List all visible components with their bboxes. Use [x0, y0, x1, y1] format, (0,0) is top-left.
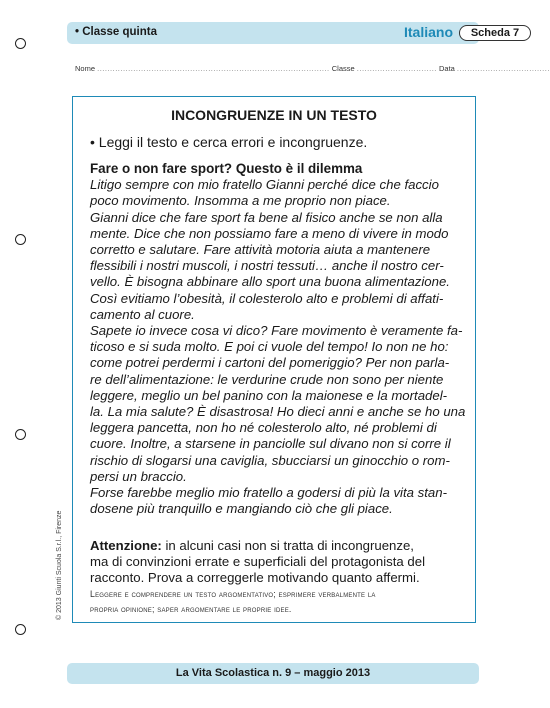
- objective-line: Leggere e comprendere un testo argomentativo; esprimere verbalmente la: [90, 589, 376, 599]
- class-field-label: Classe: [331, 64, 355, 73]
- attention-note: [90, 538, 466, 587]
- story-line: leggera pancetta, non ho né colesterolo alto, né problemi di: [90, 420, 437, 436]
- story-line: corretto e salutare. Fare attività motoria aiuta a mantenere: [90, 242, 431, 258]
- attention-line: ma di convinzioni errate e superficiali del protagonista del: [90, 554, 425, 570]
- sheet-badge: Scheda 7: [459, 25, 531, 41]
- story-line: mente. Dice che non possiamo fare a meno di vivere in modo: [90, 225, 449, 241]
- story-line: come potrei perdermi i cartoni del pomeriggio? Per non parla-: [90, 355, 450, 371]
- date-label: Data: [438, 64, 455, 73]
- subject-label: Italiano: [404, 24, 454, 40]
- copyright-notice: © 2013 Giunti Scuola S.r.l., Firenze: [56, 510, 63, 620]
- binder-hole: [15, 234, 26, 245]
- story-line: Litigo sempre con mio fratello Gianni perché dice che faccio: [90, 177, 439, 193]
- learning-objectives: [90, 587, 462, 617]
- attention-line: racconto. Prova a correggerle motivando quanto affermi.: [90, 570, 420, 586]
- story-text: [90, 177, 466, 517]
- story-line: dosene più tranquillo e mangiando ciò che gli piace.: [90, 501, 393, 517]
- story-line: rischio di slogarsi una caviglia, sbucciarsi un ginocchio o rom-: [90, 452, 450, 468]
- footer-bar: [67, 663, 479, 684]
- binder-hole: [15, 429, 26, 440]
- instruction: • Leggi il testo e cerca errori e incongruenze.: [90, 134, 368, 150]
- story-title: Fare o non fare sport? Questo è il dilemma: [90, 161, 363, 176]
- class-field[interactable]: ...............................: [356, 64, 437, 73]
- story-line: ticoso e si suda molto. E poi ci vuole del tempo! Io non ne ho:: [90, 339, 449, 355]
- story-line: poco movimento. Insomma a me proprio non piace.: [90, 193, 391, 209]
- class-label: • Classe quinta: [75, 26, 157, 38]
- story-line: Sapete io invece cosa vi dico? Fare movimento è veramente fa-: [90, 323, 463, 339]
- name-label: Nome: [75, 64, 96, 73]
- worksheet-box: [72, 96, 476, 623]
- attention-line: in alcuni casi non si tratta di incongruenze,: [161, 538, 414, 553]
- objective-line: propria opinione; saper argomentare le proprie idee.: [90, 604, 292, 614]
- story: [90, 161, 466, 517]
- story-line: camento al cuore.: [90, 306, 195, 322]
- story-line: flessibili i nostri muscoli, i nostri tessuti… anche il nostro cer-: [90, 258, 444, 274]
- story-line: Gianni dice che fare sport fa bene al fisico anche se non alla: [90, 209, 443, 225]
- publication-info: La Vita Scolastica n. 9 – maggio 2013: [175, 667, 371, 679]
- story-line: persi un braccio.: [90, 468, 187, 484]
- story-line: vello. È bisogna abbinare allo sport una buona alimentazione.: [90, 274, 450, 290]
- story-line: la. La mia salute? È disastrosa! Ho dieci anni e anche se ho una: [90, 404, 466, 420]
- story-line: Così evitiamo l’obesità, il colesterolo alto e problemi di affati-: [90, 290, 444, 306]
- story-line: cuore. Inoltre, a starsene in panciolle sul divano non si corre il: [90, 436, 451, 452]
- binder-hole: [15, 38, 26, 49]
- header-bar: [67, 22, 520, 44]
- attention-label: Attenzione:: [90, 538, 162, 553]
- story-line: Forse farebbe meglio mio fratello a godersi di più la vita stan-: [90, 485, 447, 501]
- date-field[interactable]: ....................................: [456, 64, 550, 73]
- student-info-line: [75, 64, 550, 73]
- worksheet-title: INCONGRUENZE IN UN TESTO: [171, 107, 377, 123]
- name-field[interactable]: ..........................................................................................: [97, 64, 330, 73]
- binder-hole: [15, 624, 26, 635]
- story-line: re dell’alimentazione: le verdurine crude non sono per niente: [90, 371, 444, 387]
- story-line: leggere, meglio un bel panino con la maionese e la mortadel-: [90, 387, 448, 403]
